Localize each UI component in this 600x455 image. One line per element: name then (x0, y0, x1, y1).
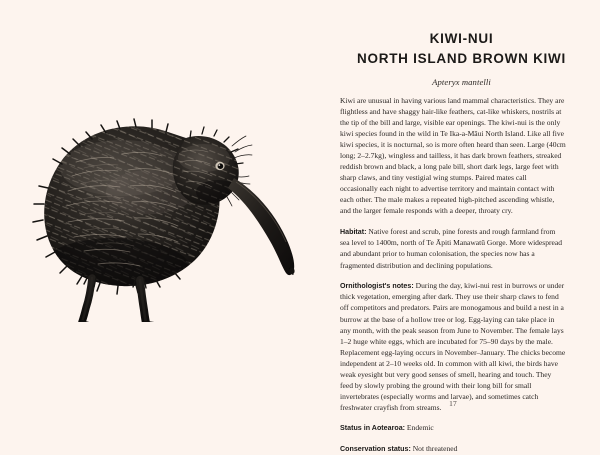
kiwi-illustration (18, 96, 314, 322)
status-aotearoa-row (340, 422, 566, 433)
status-aotearoa-value: Endemic (405, 423, 434, 433)
ornithologist-notes-text: During the day, kiwi-nui rest in burrows or under thick vegetation, emerging after dark. They use their sharp claws to fend off competitors and predators. Pairs are monogamous and build a nest in a burrow at the base of a hollow tree or log. Egg-laying can take place in any month, with the peak season from June to November. The female lays 1–2 huge white eggs, which are incubated for 75–90 days by the male. Replacement egg-laying occurs in November–January. The chicks become independent at 2–10 weeks old. In common with all kiwi, the birds have weak eyesight but very good senses of smell, hearing and touch. They feed by slowly probing the ground with their long bill for small invertebrates (especially worms and larvae), and sometimes catch freshwater crayfish from streams. (340, 281, 566, 412)
description-paragraph: Kiwi are unusual in having various land mammal characteristics. They are flightless and have shaggy hair-like feathers, cat-like whiskers, nostrils at the tip of the bill and large, visible ear openings. The kiwi-nui is the only kiwi species found in the wild in Te Ika-a-Māui North Island. Like all five kiwi species, it is nocturnal, so is more often heard than seen. Large (40cm long; 2–2.7kg), wingless and tailless, it has dark brown feathers, streaked reddish brown and black, a long pale bill, short dark legs, large feet with sharp claws, and tiny vestigial wing stumps. Paired mates call occasionally each night to advertise territory and maintain contact with each other. The male makes a repeated high-pitched ascending whistle, and the larger female responds with a deeper, throaty cry. (340, 96, 566, 216)
kiwi-body (18, 96, 314, 322)
habitat-text: Native forest and scrub, pine forests and rough farmland from sea level to 1400m, north of Te Āpiti Manawatū Gorge. More widespread and abundant prior to human colonisation, the species now has a fragmented distribution and declining populations. (340, 227, 562, 270)
kiwi-eye (215, 162, 224, 170)
conservation-status-label: Conservation status: (340, 445, 411, 454)
page-number: 17 (449, 399, 457, 408)
ornithologist-notes-label: Ornithologist's notes: (340, 282, 414, 291)
kiwi-bill (228, 178, 295, 275)
conservation-status-value: Not threatened (410, 444, 458, 454)
species-headings (340, 30, 583, 87)
habitat-label: Habitat: (340, 228, 367, 237)
text-panel (320, 0, 600, 454)
status-aotearoa-label: Status in Aotearoa: (340, 424, 406, 433)
habitat-paragraph (340, 226, 566, 271)
kiwi-legs (82, 276, 186, 322)
maori-name-heading: KIWI-NUI (429, 31, 494, 46)
common-name-heading: NORTH ISLAND BROWN KIWI (356, 50, 567, 66)
scientific-name: Apteryx mantelli (432, 76, 491, 87)
notes-paragraph (340, 280, 566, 413)
conservation-status-row (340, 443, 566, 454)
